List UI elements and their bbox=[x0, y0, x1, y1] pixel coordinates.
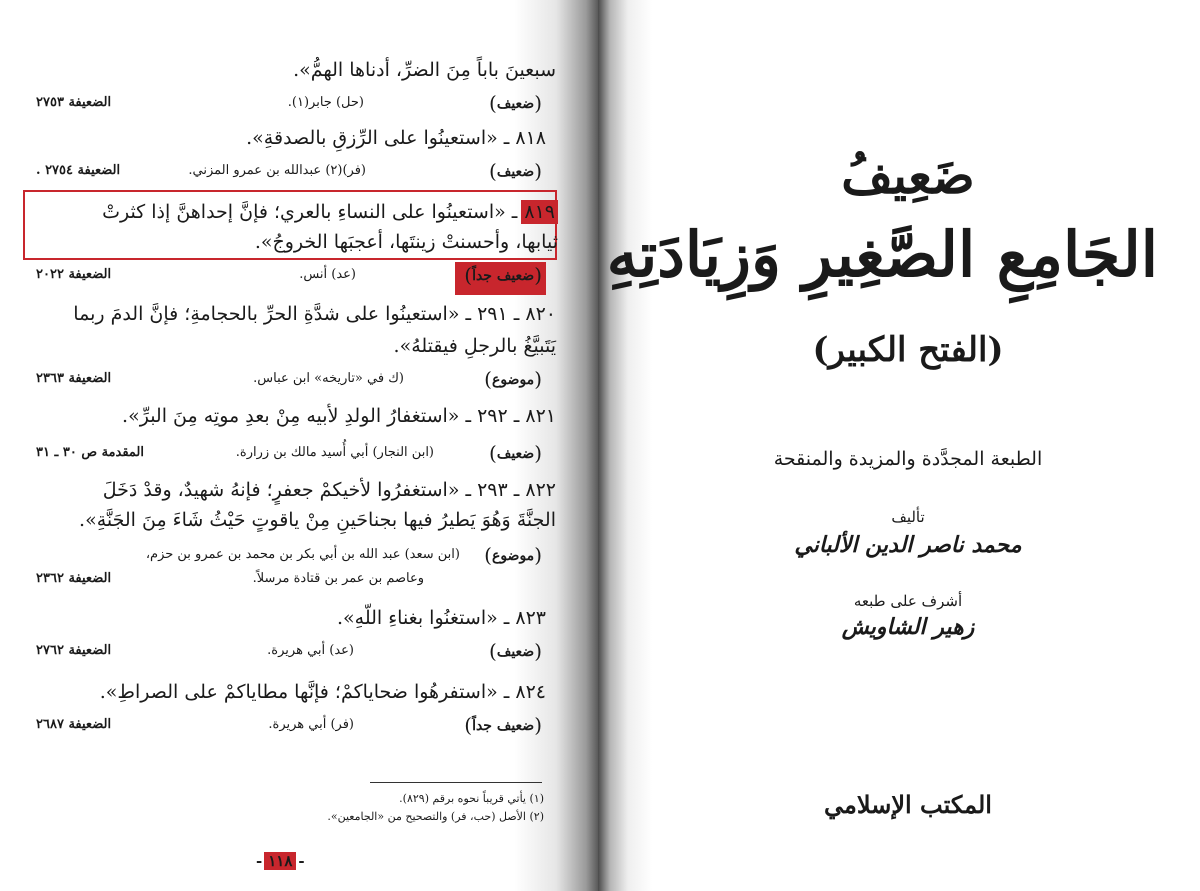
source-text: (حل) جابر(١). bbox=[287, 95, 364, 110]
entry-meta-row bbox=[32, 442, 544, 464]
source-text: (ك في «تاريخه» ابن عباس. bbox=[253, 371, 404, 386]
reference-text: الضعيفة ٢٧٥٣ bbox=[36, 95, 112, 110]
author-name: محمد ناصر الدين الألباني bbox=[794, 532, 1022, 558]
author-label: تأليف bbox=[891, 508, 925, 526]
source-text: (عد) أبي هريرة. bbox=[267, 643, 354, 658]
entry-meta-row bbox=[32, 640, 544, 662]
entry-meta-row bbox=[32, 92, 544, 114]
footnote-2: (٢) الأصل (حب، فر) والتصحيح من «الجامعين». bbox=[327, 810, 544, 823]
right-page-cover bbox=[598, 0, 1200, 891]
reference-text: الضعيفة ٢٧٦٢ bbox=[36, 643, 112, 658]
hadith-824: ٨٢٤ ـ «استفرهُوا ضحاياكمْ؛ فإنَّها مطاياكمْ على الصراطِ». bbox=[99, 681, 546, 703]
reference-text: الضعيفة ٢٠٢٢ bbox=[36, 267, 112, 282]
entry-meta-row bbox=[32, 368, 544, 390]
hadith-819-line2: ثيابها، وأحسنتْ زينتَها، أعجبَها الخروجُ». bbox=[254, 231, 558, 253]
book-title-line2: الجَامِعِ الصَّغِيرِ وَزِيَادَتِهِ bbox=[606, 218, 1158, 291]
reference-text: الضعيفة ٢٦٨٧ bbox=[36, 717, 112, 732]
left-page bbox=[0, 0, 598, 891]
footnote-1: (١) يأتي قريباً نحوه برقم (٨٢٩). bbox=[399, 792, 544, 805]
entry-meta-row bbox=[32, 544, 544, 566]
intro-line: سبعينَ باباً مِنَ الضرِّ، أدناها الهمُّ». bbox=[293, 59, 556, 81]
hadith-823: ٨٢٣ ـ «استغنُوا بغناءِ اللّهِ». bbox=[336, 607, 546, 629]
grade-label: (ضعيف) bbox=[489, 91, 542, 115]
grade-label: (موضوع) bbox=[484, 543, 542, 567]
supervisor-label: أشرف على طبعه bbox=[853, 592, 963, 610]
page-number: - ١١٨ - bbox=[256, 852, 305, 870]
grade-label: (ضعيف جداً) bbox=[464, 263, 542, 287]
book-title-line1: ضَعِيفُ bbox=[841, 146, 975, 205]
hadith-818: ٨١٨ ـ «استعينُوا على الرِّزقِ بالصدقةِ». bbox=[246, 127, 546, 149]
grade-label: (ضعيف) bbox=[489, 639, 542, 663]
book-subtitle: (الفتح الكبير) bbox=[812, 330, 1004, 370]
grade-label: (ضعيف جداً) bbox=[464, 713, 542, 737]
grade-label: (موضوع) bbox=[484, 367, 542, 391]
hadith-822-line1: ٨٢٢ ـ ٢٩٣ ـ «استغفرُوا لأخيكمْ جعفرٍ؛ فإنهُ شهيدٌ، وقدْ دَخَلَ bbox=[102, 479, 556, 501]
source-text: (فر)(٢) عبدالله بن عمرو المزني. bbox=[188, 163, 366, 178]
hadith-822-line2: الجنَّةَ وَهُوَ يَطيرُ فيها بجناحَينِ مِنْ ياقوتٍ حَيْثُ شَاءَ مِنَ الجَنَّةِ». bbox=[79, 509, 556, 531]
supervisor-name: زهير الشاويش bbox=[841, 614, 975, 640]
publisher-name: المكتب الإسلامي bbox=[824, 790, 992, 819]
grade-label: (ضعيف) bbox=[489, 159, 542, 183]
edition-text: الطبعة المجدَّدة والمزيدة والمنقحة bbox=[773, 448, 1043, 470]
grade-label: (ضعيف) bbox=[489, 441, 542, 465]
entry-meta-row bbox=[32, 264, 544, 286]
entry-meta-row bbox=[32, 568, 544, 590]
reference-text: الضعيفة ٢٣٦٣ bbox=[36, 371, 112, 386]
reference-text: الضعيفة ٢٧٥٤ . bbox=[36, 163, 121, 178]
footnote-divider bbox=[370, 782, 542, 783]
hadith-820-line2: يَتَبيَّغُ بالرجلِ فيقتلهُ». bbox=[393, 335, 556, 357]
source-text: (عد) أنس. bbox=[299, 267, 356, 282]
source-text: (فر) أبي هريرة. bbox=[268, 717, 354, 732]
hadith-819-line1: ٨١٩ـ «استعينُوا على النساءِ بالعري؛ فإنَّ إحداهنَّ إذا كثرتْ bbox=[102, 200, 558, 224]
reference-text: الضعيفة ٢٣٦٢ bbox=[36, 571, 112, 586]
source-text: وعاصم بن عمر بن قتادة مرسلاً. bbox=[252, 571, 424, 586]
entry-meta-row bbox=[32, 160, 544, 182]
entry-meta-row bbox=[32, 714, 544, 736]
source-text: (ابن سعد) عبد الله بن أبي بكر بن محمد بن عمرو بن حزم، bbox=[145, 547, 460, 562]
hadith-number-badge: ٨١٩ bbox=[521, 200, 558, 224]
hadith-821: ٨٢١ ـ ٢٩٢ ـ «استغفارُ الولدِ لأبيه مِنْ بعدِ موتِه مِنَ البرِّ». bbox=[122, 405, 556, 427]
reference-text: المقدمة ص ٣٠ ـ ٣١ bbox=[36, 445, 145, 460]
source-text: (ابن النجار) أبي أُسيد مالك بن زرارة. bbox=[235, 445, 434, 460]
hadith-820-line1: ٨٢٠ ـ ٢٩١ ـ «استعينُوا على شدَّةِ الحرِّ بالحجامةِ؛ فإنَّ الدمَ ربما bbox=[73, 303, 556, 325]
